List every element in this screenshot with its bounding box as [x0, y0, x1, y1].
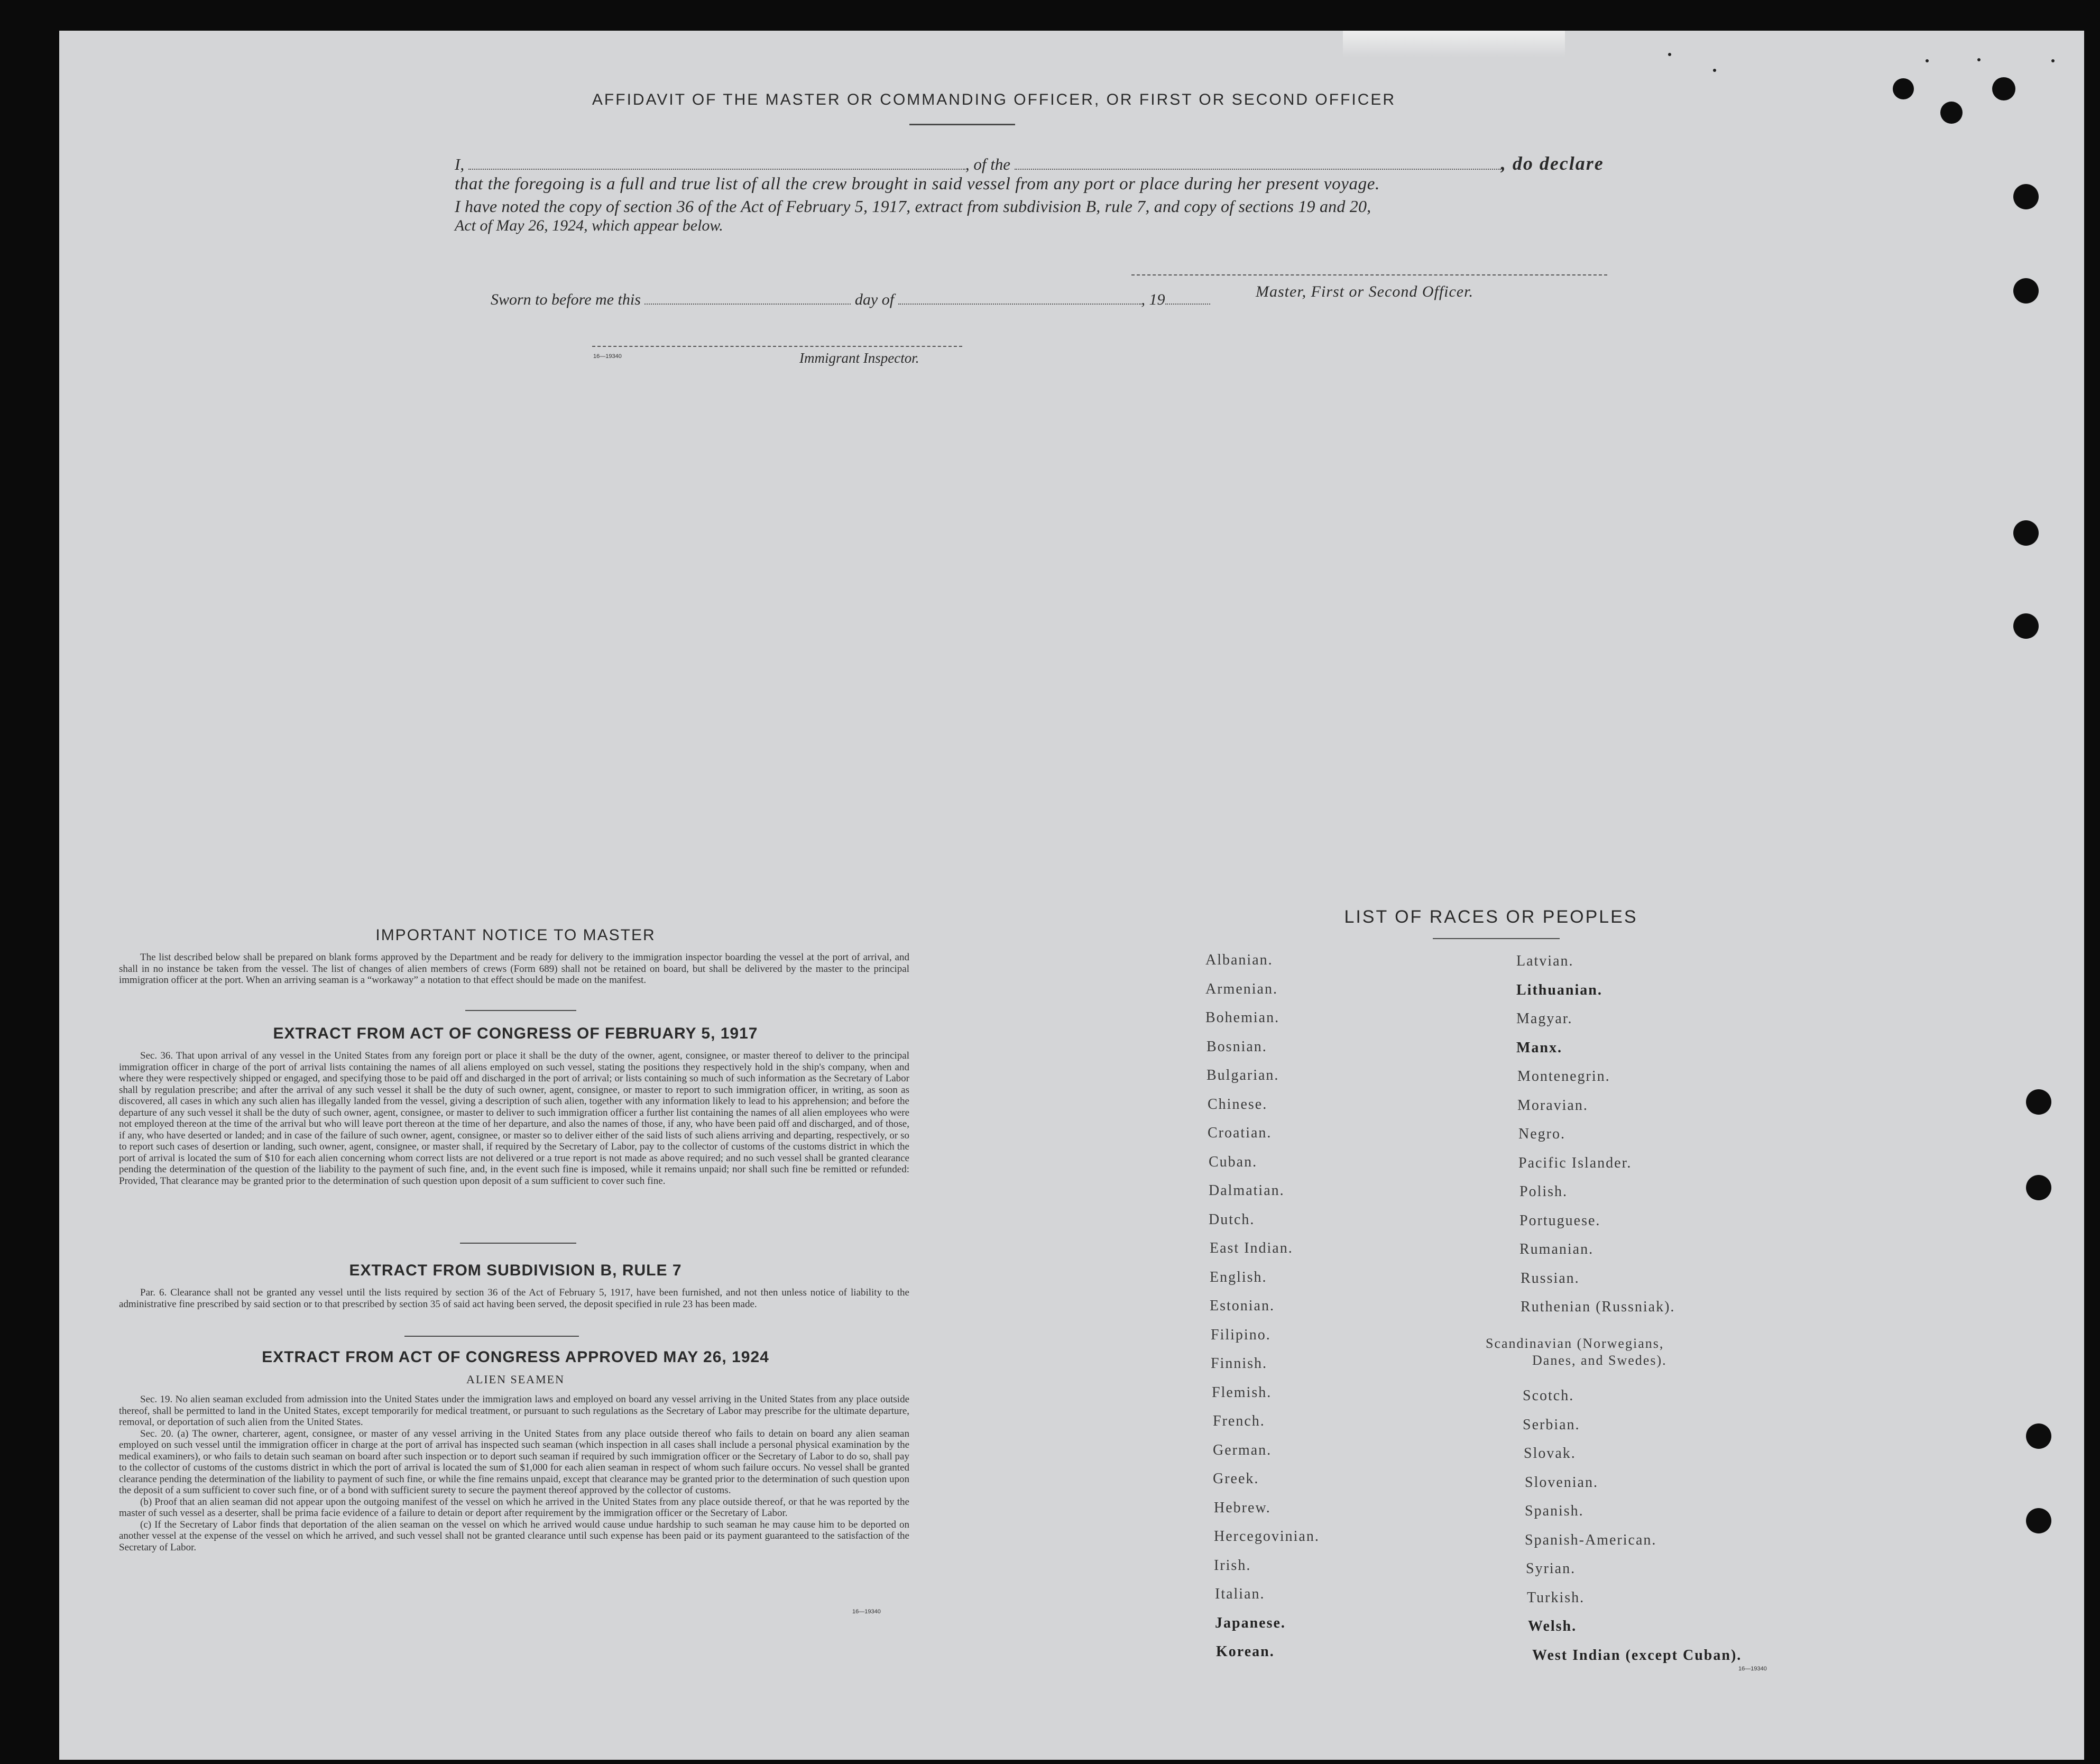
affidavit-line-2: that the foregoing is a full and true list of all the crew brought in said vessel from any port or place during her present voyage. — [455, 174, 1380, 194]
race-item: Chinese. — [1208, 1096, 1268, 1113]
punch-hole — [2013, 520, 2039, 546]
affidavit-line-4: Act of May 26, 1924, which appear below. — [455, 217, 723, 234]
year-label: , 19 — [1141, 291, 1165, 308]
scan-speck — [1668, 53, 1671, 56]
race-item: Scotch. — [1523, 1388, 1574, 1404]
punch-hole — [2026, 1508, 2051, 1533]
punch-hole — [2026, 1089, 2051, 1115]
vessel-name-field[interactable] — [1015, 169, 1501, 170]
race-item: Negro. — [1518, 1126, 1565, 1142]
inspector-label: Immigrant Inspector. — [799, 350, 919, 366]
extract-rule7-text — [119, 1287, 909, 1310]
race-item: Magyar. — [1516, 1010, 1573, 1027]
race-item: Spanish-American. — [1525, 1532, 1657, 1548]
punch-hole — [1893, 78, 1914, 99]
race-item: Croatian. — [1208, 1125, 1272, 1141]
race-item: Polish. — [1519, 1183, 1568, 1200]
section-rule — [404, 1336, 579, 1337]
scan-glare — [1343, 31, 1565, 57]
race-item: Slovenian. — [1525, 1474, 1598, 1491]
race-item: Portuguese. — [1519, 1212, 1601, 1229]
race-item: East Indian. — [1210, 1240, 1293, 1256]
scan-speck — [1926, 59, 1929, 62]
form-number: 16—19340 — [593, 353, 622, 360]
signature-label: Master, First or Second Officer. — [1256, 283, 1473, 300]
race-item: Latvian. — [1516, 953, 1574, 969]
race-item: Japanese. — [1215, 1615, 1286, 1631]
race-item: Welsh. — [1528, 1618, 1577, 1634]
race-item: Moravian. — [1517, 1097, 1588, 1114]
punch-hole — [2026, 1175, 2051, 1200]
form-number: 16—19340 — [1738, 1666, 1767, 1672]
punch-hole — [1940, 102, 1963, 124]
race-item: Finnish. — [1211, 1355, 1268, 1372]
races-title-rule — [1433, 938, 1560, 939]
extract-1924-title: EXTRACT FROM ACT OF CONGRESS APPROVED MAY 26, 1924 — [262, 1348, 769, 1366]
paragraph-6: Par. 6. Clearance shall not be granted any vessel until the lists required by section 36 of the Act of February 5, 1917, have been furnished, and not then unless notice of liability to the administrative fine prescribed by said section or to that prescribed by section 35 of said act having been served, the deposit specified in rule 23 has been made. — [119, 1287, 909, 1310]
race-item: Lithuanian. — [1516, 982, 1602, 998]
punch-hole — [2013, 278, 2039, 304]
punch-hole — [2013, 613, 2039, 639]
race-item: Dalmatian. — [1209, 1182, 1285, 1199]
declarant-name-field[interactable] — [468, 169, 965, 170]
race-item: Spanish. — [1525, 1503, 1584, 1519]
race-item: Korean. — [1216, 1643, 1275, 1660]
race-item: Russian. — [1521, 1270, 1580, 1287]
race-item: German. — [1213, 1442, 1272, 1458]
sworn-month-field[interactable] — [898, 304, 1141, 305]
day-of-label: day of — [854, 291, 895, 308]
race-item: Flemish. — [1212, 1384, 1272, 1401]
notice-paragraph: The list described below shall be prepared on blank forms approved by the Department and be ready for delivery to the immigration inspector boarding the vessel at the port of arrival, and shall in no instance be taken from the vessel. The list of changes of alien members of crews (Form 689) shall not be retained on board, but shall be delivered by the master to the principal immigration officer at the port. When an arriving seaman is a “workaway” a notation to that effect should be made on the manifest. — [119, 952, 909, 986]
scan-speck — [2051, 59, 2055, 62]
notice-title: IMPORTANT NOTICE TO MASTER — [375, 926, 656, 944]
section-36-paragraph: Sec. 36. That upon arrival of any vessel in the United States from any foreign port or place it shall be the duty of the owner, agent, consignee, or master thereof to deliver to the principal immigration officer in charge of the port of arrival lists containing the names of all aliens employed on such vessel, stating the positions they respectively hold in the ship's company, when and where they were respectively shipped or engaged, and specifying those to be paid off and discharged in the port of arrival; or lists containing so much of such information as the Secretary of Labor shall by regulation prescribe; and after the arrival of any such vessel it shall be the duty of such owner, agent, consignee, or master to report to such immigration officer, in writing, as soon as discovered, all cases in which any such alien has illegally landed from the vessel, giving a description of such alien, together with any information likely to lead to his apprehension; and before the departure of any such vessel it shall be the duty of such owner, agent, consignee, or master to deliver to such immigration officer a further list containing the names of all alien employees who were not employed thereon at the time of the arrival but who will leave port thereon at the time of her departure, and also the names of those, if any, who have been paid off and discharged, and of those, if any, who have deserted or landed; and in case of the failure of such owner, agent, consignee, or master so to deliver either of the said lists of such aliens arriving and departing, respectively, or so to report such cases of desertion or landing, such owner, agent, consignee, or master shall, if required by the Secretary of Labor, pay to the collector of customs of the customs district in which the port of arrival is located the sum of $10 for each alien concerning whom correct lists are not delivered or a true report is not made as above required; and no such vessel shall be granted clearance pending the determination of the question of the liability to the payment of such fine, and, in the event such fine is imposed, while it remains unpaid; nor shall such fine be remitted or refunded: Provided, That clearance may be granted prior to the determination of such question upon deposit of a sum sufficient to cover such fine. — [119, 1050, 909, 1187]
race-item: Greek. — [1213, 1471, 1259, 1487]
signature-field[interactable] — [1131, 274, 1607, 275]
section-20b-paragraph: (b) Proof that an alien seaman did not appear upon the outgoing manifest of the vessel on which he arrived in the United States from any place outside thereof, or that he was reported by the master of such vessel as a deserter, shall be prima facie evidence of a failure to detain or deport after requirement by the immigration officer or the Secretary of Labor. — [119, 1496, 909, 1519]
race-item: Ruthenian (Russniak). — [1521, 1299, 1675, 1315]
race-item: Bosnian. — [1206, 1039, 1267, 1055]
race-item: Hebrew. — [1214, 1500, 1271, 1516]
race-item: Hercegovinian. — [1214, 1528, 1320, 1545]
race-item: Cuban. — [1209, 1154, 1258, 1170]
notice-text — [119, 952, 909, 986]
sworn-label: Sworn to before me this — [491, 291, 641, 308]
form-number: 16—19340 — [852, 1609, 881, 1615]
section-rule — [465, 1010, 576, 1011]
race-item: Dutch. — [1209, 1211, 1255, 1228]
races-title: LIST OF RACES OR PEOPLES — [1344, 907, 1638, 927]
extract-rule7-title: EXTRACT FROM SUBDIVISION B, RULE 7 — [349, 1262, 682, 1279]
race-item: Slovak. — [1524, 1445, 1576, 1462]
race-item: Bohemian. — [1205, 1009, 1280, 1026]
section-19-paragraph: Sec. 19. No alien seaman excluded from admission into the United States under the immigration laws and employed on board any vessel arriving in the United States from any place outside thereof, shall be permitted to land in the United States, except temporarily for medical treatment, or pursuant to such regulations as the Secretary of Labor may prescribe for the ultimate departure, removal, or deportation of such alien from the United States. — [119, 1394, 909, 1428]
race-item: Irish. — [1214, 1557, 1251, 1574]
race-item: Filipino. — [1211, 1327, 1271, 1343]
title-rule — [909, 124, 1015, 125]
race-item: English. — [1210, 1269, 1267, 1285]
punch-hole — [2013, 184, 2039, 209]
race-item: Armenian. — [1205, 981, 1278, 997]
affidavit-title: AFFIDAVIT OF THE MASTER OR COMMANDING OFFICER, OR FIRST OR SECOND OFFICER — [592, 91, 1396, 108]
race-item: Scandinavian (Norwegians, — [1486, 1336, 1664, 1351]
alien-seamen-subtitle: ALIEN SEAMEN — [466, 1373, 565, 1386]
scan-speck — [1713, 69, 1716, 72]
race-item: Rumanian. — [1519, 1241, 1594, 1257]
inspector-signature-field[interactable] — [592, 346, 962, 347]
race-item: Montenegrin. — [1517, 1068, 1610, 1085]
punch-hole — [1992, 77, 2015, 100]
race-item: Italian. — [1215, 1586, 1265, 1602]
race-item: French. — [1213, 1413, 1265, 1429]
sworn-day-field[interactable] — [644, 304, 851, 305]
race-item: Manx. — [1516, 1040, 1562, 1056]
extract-1924-text — [119, 1394, 909, 1553]
affidavit-line-3: I have noted the copy of section 36 of the Act of February 5, 1917, extract from subdivision B, rule 7, and copy of sections 19 and 20, — [455, 197, 1371, 216]
section-rule — [460, 1243, 576, 1244]
race-item: West Indian (except Cuban). — [1532, 1647, 1742, 1664]
race-item: Albanian. — [1205, 952, 1273, 968]
section-20a-paragraph: Sec. 20. (a) The owner, charterer, agent, consignee, or master of any vessel arriving in the United States from any place outside thereof who fails to detain on board any alien seaman employed on such vessel until the immigration officer in charge at the port of arrival has inspected such seaman (which inspection in all cases shall include a personal physical examination by the medical examiners), or who fails to detain such seaman on board after such inspection or to deport such seaman if required by such immigration officer or the Secretary of Labor to do so, shall pay to the collector of customs of the customs district in which the port of arrival is located the sum of $1,000 for each alien seaman in respect of whom such failure occurs. No vessel shall be granted clearance pending the determination of the liability to payment of such fine, or while the fine remains unpaid, except that clearance may be granted prior to the determination of such question upon the deposit of a sum sufficient to cover such fine, or of a bond with sufficient surety to secure the payment thereof approved by the collector of customs. — [119, 1428, 909, 1496]
sworn-year-field[interactable] — [1165, 304, 1210, 305]
section-20c-paragraph: (c) If the Secretary of Labor finds that deportation of the alien seaman on the vessel on which he arrived would cause undue hardship to such seaman he may cause him to be deported on another vessel at the expense of the vessel on which he arrived, and such vessel shall not be granted clearance until such expense has been paid or its payment guaranteed to the satisfaction of the Secretary of Labor. — [119, 1519, 909, 1553]
race-item: Pacific Islander. — [1518, 1155, 1632, 1171]
extract-1917-text — [119, 1050, 909, 1187]
extract-1917-title: EXTRACT FROM ACT OF CONGRESS OF FEBRUARY 5, 1917 — [273, 1025, 758, 1042]
do-declare-label: , do declare — [1500, 153, 1604, 174]
race-item: Serbian. — [1523, 1417, 1580, 1433]
punch-hole — [2026, 1423, 2051, 1449]
declarant-label: I, — [455, 155, 465, 173]
scan-speck — [1977, 58, 1981, 61]
affidavit-line-1 — [455, 152, 1604, 174]
sworn-line — [491, 291, 1210, 309]
race-item: Bulgarian. — [1206, 1067, 1279, 1083]
race-item: Turkish. — [1527, 1590, 1585, 1606]
race-item: Syrian. — [1526, 1560, 1576, 1577]
race-item: Estonian. — [1210, 1298, 1275, 1314]
of-the-label: , of the — [965, 155, 1011, 173]
race-item: Danes, and Swedes). — [1532, 1353, 1667, 1368]
